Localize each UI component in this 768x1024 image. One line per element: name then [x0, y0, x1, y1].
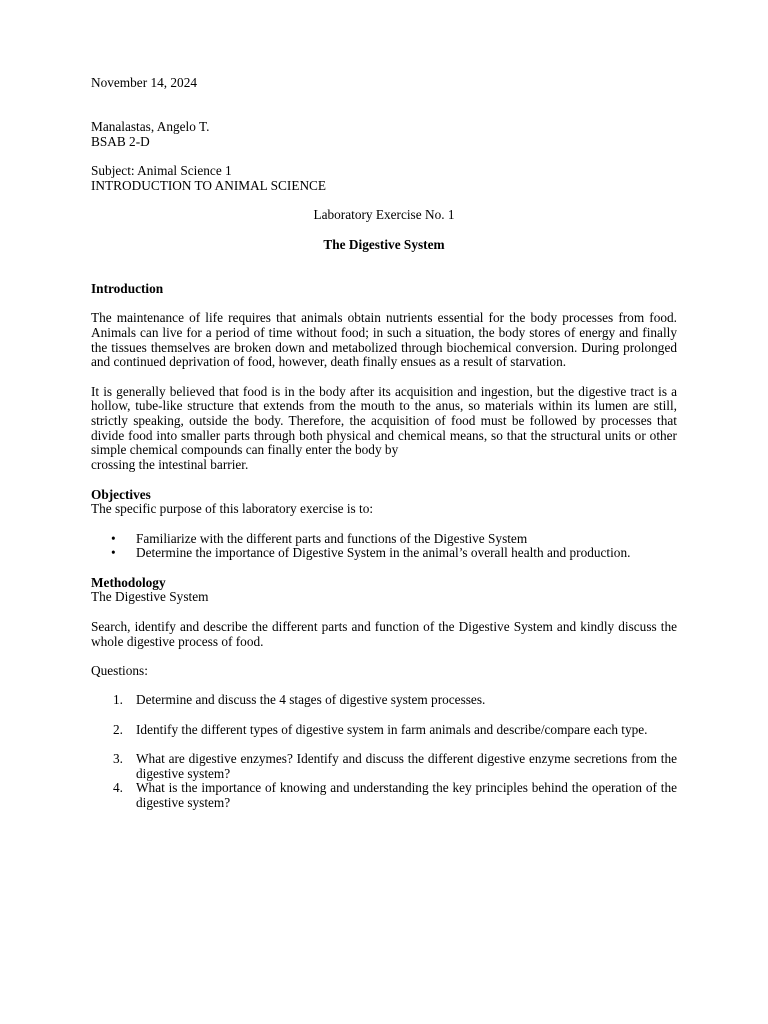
introduction-paragraph-2: It is generally believed that food is in the body after its acquisition and ingestion, but the digestive tract is a hollow, tube-like structure that extends from the mouth to the anus, so materials within its lumen are still, strictly speaking, outside the body. Therefore, the acquisition of food must be followed by processes that divide food into smaller parts through both physical and chemical means, so that the structural units or other simple chemical compounds can finally enter the body by — [91, 383, 677, 458]
question-text: Identify the different types of digestive system in farm animals and describe/compare each type. — [136, 721, 648, 737]
exercise-number: Laboratory Exercise No. 1 — [313, 207, 455, 223]
question-text: What is the importance of knowing and understanding the key principles behind the operation of the digestive system? — [136, 780, 677, 811]
introduction-paragraph-2-end: crossing the intestinal barrier. — [91, 457, 249, 473]
document-title: The Digestive System — [323, 236, 445, 252]
list-item — [91, 723, 677, 738]
list-item — [91, 781, 677, 810]
list-item — [91, 693, 677, 708]
list-item — [91, 546, 677, 561]
questions-list — [91, 693, 677, 811]
objectives-intro: The specific purpose of this laboratory exercise is to: — [91, 501, 374, 517]
section: BSAB 2-D — [91, 133, 150, 149]
methodology-heading: Methodology — [91, 574, 166, 590]
objective-text: Determine the importance of Digestive System in the animal’s overall health and production. — [136, 545, 631, 561]
objective-text: Familiarize with the different parts and functions of the Digestive System — [136, 530, 528, 546]
list-item — [91, 532, 677, 547]
question-text: What are digestive enzymes? Identify and discuss the different digestive enzyme secretions from the digestive system? — [136, 751, 677, 781]
question-number: 4. — [113, 780, 123, 796]
bullet-icon: • — [111, 530, 116, 546]
document-page — [91, 76, 677, 811]
methodology-instruction: Search, identify and describe the different parts and function of the Digestive System and kindly discuss the whole digestive process of food. — [91, 618, 677, 649]
introduction-paragraph-1: The maintenance of life requires that animals obtain nutrients essential for the body processes from food. Animals can live for a period of time without food; in such a situation, the body stores of energy and finally the tissues themselves are broken down and metabolized through biochemical conversion. During prolonged and continued deprivation of food, however, death finally ensues as a result of starvation. — [91, 310, 677, 370]
objectives-heading: Objectives — [91, 486, 151, 502]
date: November 14, 2024 — [91, 75, 197, 90]
question-number: 3. — [113, 751, 123, 767]
questions-label: Questions: — [91, 662, 148, 678]
objectives-list — [91, 532, 677, 561]
list-item — [91, 752, 677, 781]
subject: Subject: Animal Science 1 — [91, 163, 232, 179]
student-name: Manalastas, Angelo T. — [91, 119, 210, 135]
question-text: Determine and discuss the 4 stages of digestive system processes. — [136, 692, 486, 708]
introduction-heading: Introduction — [91, 280, 164, 296]
question-number: 2. — [113, 721, 123, 737]
course-title: INTRODUCTION TO ANIMAL SCIENCE — [91, 177, 327, 193]
methodology-subheading: The Digestive System — [91, 589, 209, 605]
question-number: 1. — [113, 692, 123, 708]
bullet-icon: • — [111, 545, 116, 561]
